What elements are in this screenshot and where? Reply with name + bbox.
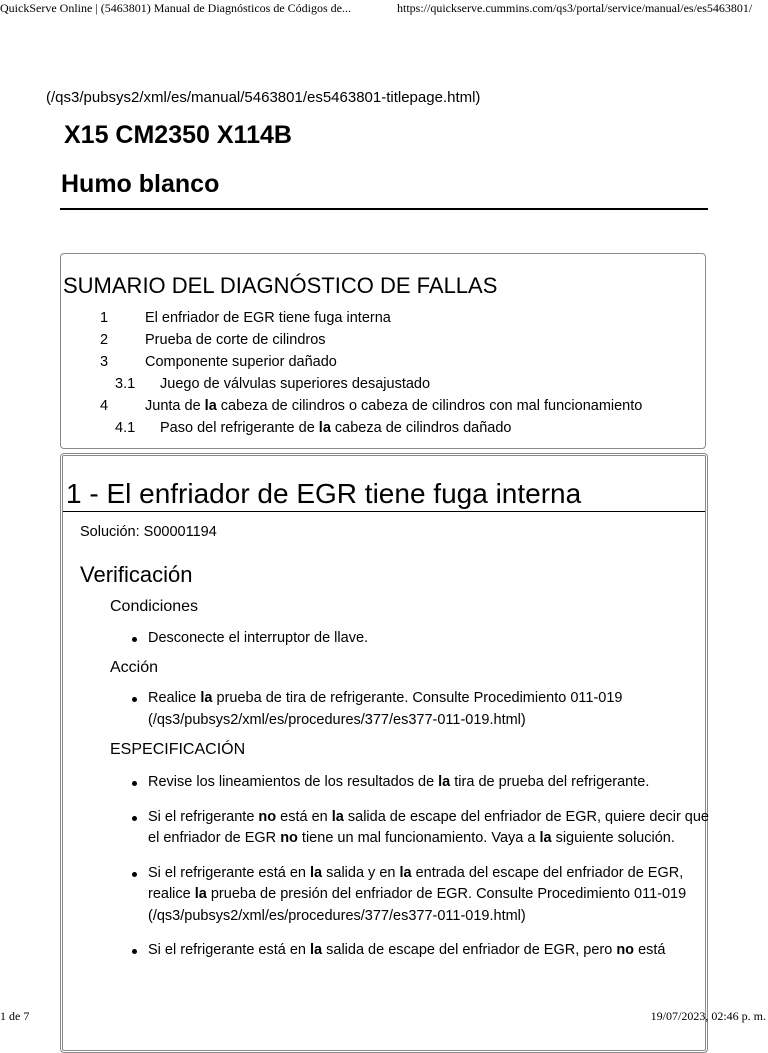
text-run: prueba de tira de refrigerante. Consulte Procedimiento 011-019 (/qs3/pubsys2/xml/es/procedures/377/es377-011-019.html) — [148, 690, 623, 728]
conditions-heading: Condiciones — [110, 598, 199, 615]
titlepage-link[interactable]: (/qs3/pubsys2/xml/es/manual/5463801/es5463801-titlepage.html) — [46, 89, 481, 106]
emphasis-text: la — [438, 774, 451, 790]
text-run: está en — [276, 808, 332, 825]
emphasis-text: la — [331, 808, 344, 825]
solution-id: Solución: S00001194 — [80, 524, 217, 540]
action-list — [130, 688, 710, 744]
text-run: Paso del refrigerante de — [160, 420, 319, 436]
specification-list — [130, 772, 710, 975]
summary-item-label — [145, 332, 326, 348]
text-run: Revise los lineamientos de los resultados de — [148, 774, 439, 790]
emphasis-text: la — [194, 886, 207, 902]
summary-item-number: 4 — [100, 398, 109, 414]
text-run: tiene un mal funcionamiento. Vaya a — [297, 830, 540, 846]
text-run: Si el refrigerante — [148, 808, 259, 825]
text-run: Junta de — [145, 398, 205, 414]
text-run: siguiente solución. — [551, 830, 675, 846]
summary-item-number: 4.1 — [115, 420, 136, 436]
specification-item — [130, 940, 710, 962]
print-header-title: QuickServe Online | (5463801) Manual de Diagnósticos de Códigos de... — [0, 1, 352, 15]
emphasis-text: la — [310, 864, 323, 881]
emphasis-text: la — [200, 690, 213, 706]
text-run: Juego de válvulas superiores desajustado — [160, 376, 431, 392]
title-divider — [60, 208, 708, 210]
solution-section — [60, 453, 708, 1053]
print-header-url: https://quickserve.cummins.com/qs3/portal/service/manual/es/es5463801/ — [397, 1, 753, 15]
emphasis-text: no — [280, 830, 298, 846]
page-title: Humo blanco — [61, 170, 220, 198]
emphasis-text: no — [258, 808, 277, 825]
emphasis-text: la — [204, 398, 217, 414]
page-number: 1 de 7 — [0, 1009, 30, 1023]
text-run: Realice — [148, 690, 201, 706]
text-run: cabeza de cilindros o cabeza de cilindros con mal funcionamiento — [216, 398, 643, 414]
specification-item — [130, 772, 710, 794]
section-title: 1 - El enfriador de EGR tiene fuga interna — [66, 478, 582, 509]
text-run: salida de escape del enfriador de EGR, pero — [322, 942, 617, 958]
action-item — [130, 688, 710, 731]
text-run: prueba de presión del enfriador de EGR. Consulte Procedimiento 011-019 (/qs3/pubsys2/xml/es/procedures/377/es377-011-019.html) — [148, 886, 687, 924]
text-run: Si el refrigerante está en — [148, 942, 311, 958]
specification-heading: ESPECIFICACIÓN — [110, 741, 246, 758]
summary-item-label — [145, 398, 642, 414]
specification-item — [130, 807, 710, 850]
fault-summary-box — [60, 253, 706, 449]
verification-heading: Verificación — [80, 562, 193, 587]
print-header — [0, 0, 768, 20]
conditions-list — [130, 628, 710, 663]
emphasis-text: la — [318, 420, 331, 436]
summary-item-number: 1 — [100, 310, 109, 326]
emphasis-text: no — [616, 942, 635, 958]
emphasis-text: la — [539, 830, 552, 846]
emphasis-text: la — [399, 864, 412, 881]
model-heading: X15 CM2350 X114B — [64, 121, 292, 149]
print-datetime: 19/07/2023, 02:46 p. m. — [650, 1009, 766, 1023]
text-run: salida y en — [322, 864, 400, 881]
summary-item-label — [145, 354, 337, 370]
action-heading: Acción — [110, 659, 159, 676]
text-run: entrada del escape del enfriador de EGR, realice — [148, 864, 684, 902]
summary-item-label — [160, 420, 511, 436]
text-run: Desconecte el interruptor de llave. — [148, 630, 369, 646]
text-run: El enfriador de EGR tiene fuga interna — [145, 310, 391, 326]
summary-item-number: 2 — [100, 332, 109, 348]
summary-item-number: 3.1 — [115, 376, 136, 392]
text-run: está — [634, 942, 666, 958]
text-run: Componente superior dañado — [145, 354, 337, 370]
print-footer — [0, 1008, 768, 1024]
text-run: Prueba de corte de cilindros — [145, 332, 326, 348]
text-run: Si el refrigerante está en — [148, 864, 311, 881]
text-run: tira de prueba del refrigerante. — [450, 774, 650, 790]
summary-item-label — [145, 310, 391, 326]
summary-item-label — [160, 376, 430, 392]
specification-item — [130, 863, 710, 928]
section-divider — [63, 511, 705, 512]
text-run: cabeza de cilindros dañado — [330, 420, 512, 436]
summary-title: SUMARIO DEL DIAGNÓSTICO DE FALLAS — [63, 273, 498, 298]
condition-item — [130, 628, 710, 650]
emphasis-text: la — [310, 942, 323, 958]
text-run: salida de escape del enfriador de EGR, quiere decir que el enfriador de EGR — [148, 808, 710, 846]
summary-item-number: 3 — [100, 354, 109, 370]
